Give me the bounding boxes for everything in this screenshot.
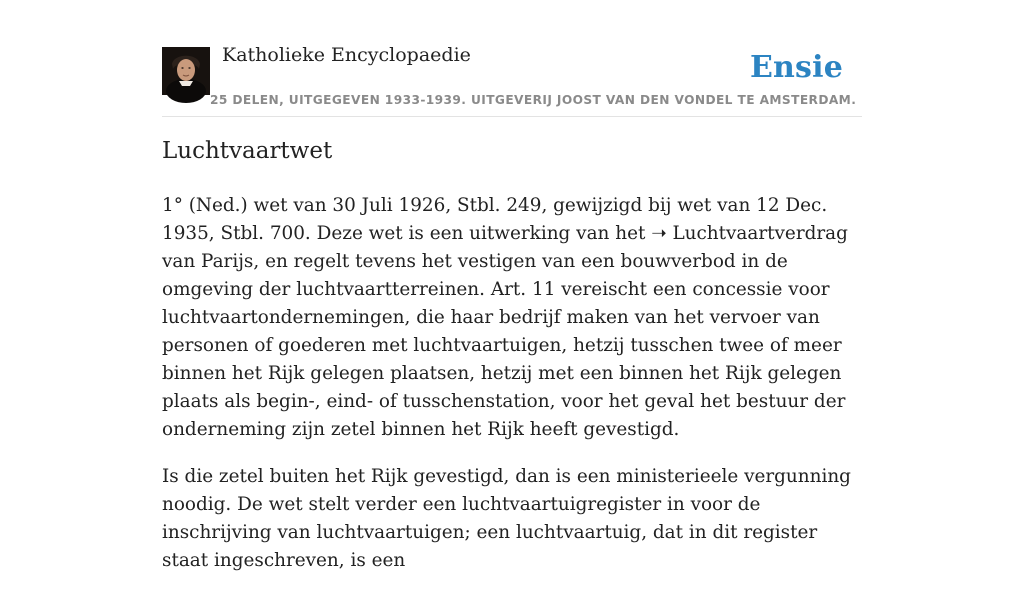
page (162, 0, 862, 571)
article-body (162, 192, 867, 594)
source-title[interactable]: Katholieke Encyclopaedie (222, 44, 471, 66)
portrait-icon (162, 47, 210, 95)
source-header (162, 0, 862, 117)
paragraph (162, 192, 867, 444)
paragraph-text: 1° (Ned.) wet van 30 Juli 1926, Stbl. 249, gewijzigd bij wet van 12 Dec. 1935, Stbl. 700. Deze wet is een uitwerking van het (162, 195, 828, 244)
avatar[interactable] (162, 47, 210, 95)
cross-reference-label: Luchtvaartverdrag van Parijs (162, 223, 848, 272)
paragraph-text: , en regelt tevens het vestigen van een bouwverbod in de omgeving der luchtvaartterreinen. Art. 11 vereischt een concessie voor luchtvaartondernemingen, die haar bedrijf maken van het vervoer van personen of goederen met luchtvaartuigen, hetzij tusschen twee of meer binnen het Rijk gelegen plaatsen, hetzij met een binnen het Rijk gelegen plaats als begin-, eind- of tusschenstation, voor het geval het bestuur der onderneming zijn zetel binnen het Rijk heeft gevestigd. (162, 251, 846, 440)
source-subtitle: 25 DELEN, UITGEGEVEN 1933-1939. UITGEVERIJ JOOST VAN DEN VONDEL TE AMSTERDAM. (210, 93, 857, 107)
paragraph: Is die zetel buiten het Rijk gevestigd, dan is een ministerieele vergunning noodig. De wet stelt verder een luchtvaartuigregister in voor de inschrijving van luchtvaartuigen; een luchtvaartuig, dat in dit register staat ingeschreven, is een (162, 466, 851, 571)
brand-logo[interactable]: Ensie (749, 50, 843, 85)
arrow-icon: ➝ (651, 223, 667, 244)
article-title: Luchtvaartwet (162, 138, 333, 164)
